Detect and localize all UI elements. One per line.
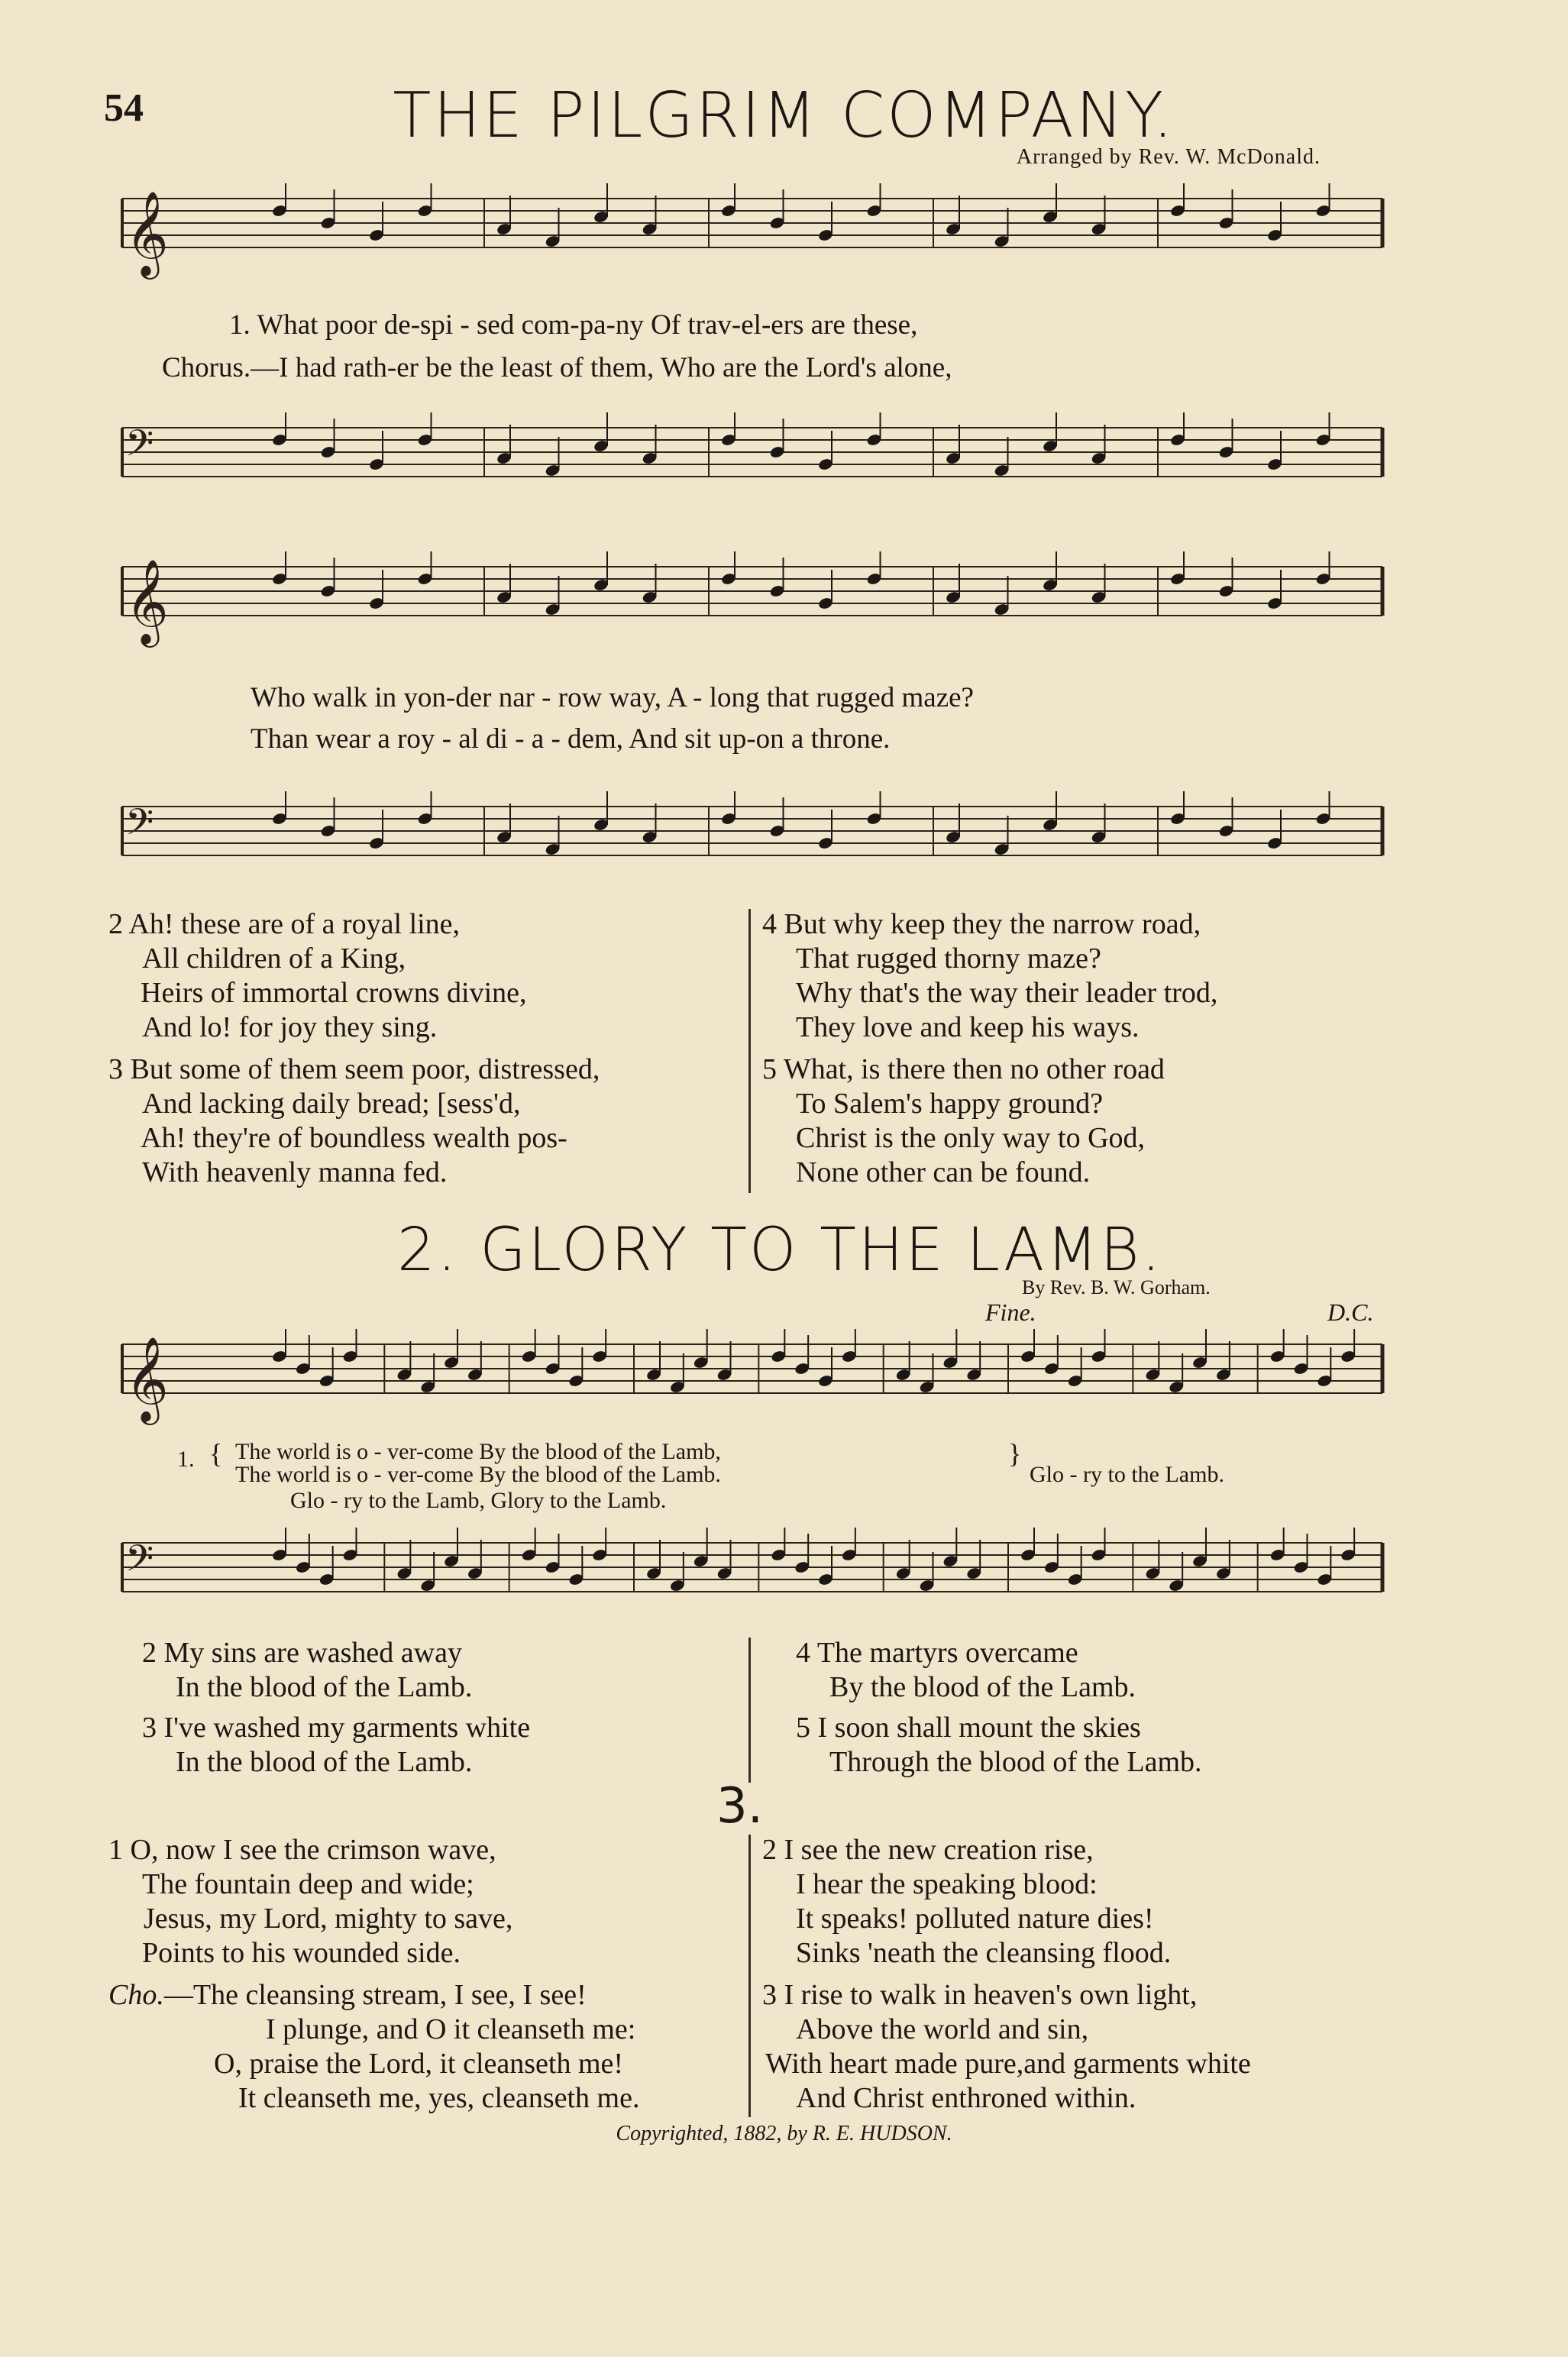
stanza-3: 3 But some of them seem poor, distressed, And lacking daily bread; [sess'd, Ah! they're of boundless wealth pos- With heavenly manna fed. (108, 1053, 600, 1188)
hymn3-right: 2 I see the new creation rise, I hear the speaking blood: It speaks! polluted nature dies! Sinks 'neath the cleansing flood. 3 I rise to walk in heaven's own light, Above the world and sin, With heart made pure,and garments white And Christ enthroned within. (762, 1834, 1251, 2114)
hymn1-stanzas-left (108, 907, 742, 1190)
column-divider (748, 909, 751, 1193)
bass-staff (107, 791, 1390, 898)
dc-mark: D.C. (1327, 1298, 1374, 1326)
hymn1-stanzas-right (762, 907, 1396, 1190)
lyric-a: The world is o - ver-come By the blood of the Lamb, (235, 1439, 721, 1464)
copyright: Copyrighted, 1882, by R. E. HUDSON. (616, 2122, 952, 2145)
hymn1-arranger: Arranged by Rev. W. McDonald. (1016, 145, 1321, 169)
brace-close: } (1008, 1438, 1022, 1469)
lyric-c: Glo - ry to the Lamb, Glory to the Lamb. (290, 1488, 667, 1513)
treble-staff (107, 183, 1390, 290)
stanza-4: 4 But why keep they the narrow road, That rugged thorny maze? Why that's the way their leader trod, They love and keep his ways. (762, 908, 1218, 1043)
fine-mark: Fine. (985, 1298, 1036, 1326)
bass-clef-icon: 𝄢 (125, 1537, 154, 1589)
hymn3-number: 3. (716, 1778, 764, 1835)
treble-staff (107, 1329, 1390, 1428)
treble-clef-icon: 𝄞 (125, 558, 169, 644)
hymn3-left: 1 O, now I see the crimson wave, The fountain deep and wide; Jesus, my Lord, mighty to save, Points to his wounded side. Cho.—The cleansing stream, I see, I see! I plunge, and O it cleanseth me: O, praise the Lord, it cleanseth me! It cleanseth me, yes, cleanseth me. (108, 1833, 742, 2116)
stanza-2: 2 Ah! these are of a royal line, All children of a King, Heirs of immortal crowns divine, And lo! for joy they sing. (108, 908, 527, 1043)
hymn2-credit: By Rev. B. W. Gorham. (1022, 1276, 1211, 1298)
hymn2-stanzas-right: 4 The martyrs overcame By the blood of the Lamb. 5 I soon shall mount the skies Through the blood of the Lamb. (796, 1637, 1202, 1778)
bass-staff (107, 1528, 1390, 1627)
verse-number: 1. (177, 1447, 195, 1472)
treble-clef-icon: 𝄞 (125, 1336, 169, 1421)
music-system-1b (107, 412, 1390, 519)
music-system-1a (107, 183, 1390, 290)
bass-clef-icon: 𝄢 (125, 800, 154, 852)
hymn1-title: THE PILGRIM COMPANY. (393, 79, 1175, 152)
bass-staff (107, 412, 1390, 519)
column-divider-2 (748, 1638, 751, 1783)
page-number: 54 (104, 86, 144, 130)
lyric-tail: Glo - ry to the Lamb. (1030, 1462, 1224, 1487)
lyric-b: The world is o - ver-come By the blood of the Lamb. (235, 1462, 721, 1487)
treble-clef-icon: 𝄞 (125, 190, 169, 276)
stanza-5: 5 What, is there then no other road To Salem's happy ground? Christ is the only way to God, None other can be found. (762, 1053, 1165, 1188)
chorus: Cho.—The cleansing stream, I see, I see! (108, 1979, 587, 2011)
hymn2-stanzas-left: 2 My sins are washed away In the blood of the Lamb. 3 I've washed my garments white In the blood of the Lamb. (142, 1637, 531, 1778)
lyric-line-chorus-1: Chorus.—I had rath-er be the least of them, Who are the Lord's alone, (162, 352, 952, 383)
column-divider-3 (748, 1835, 751, 2117)
brace: { (209, 1438, 223, 1469)
lyric-line-verse-1: 1. What poor de-spi - sed com-pa-ny Of trav-el-ers are these, (229, 309, 918, 341)
music-system-2a (107, 551, 1390, 658)
lyric-line-verse-2: Who walk in yon-der nar - row way, A - long that rugged maze? (251, 682, 974, 713)
music-system-3b (107, 1528, 1390, 1627)
bass-clef-icon: 𝄢 (125, 422, 154, 474)
lyric-line-chorus-2: Than wear a roy - al di - a - dem, And sit up-on a throne. (251, 723, 891, 755)
treble-staff (107, 551, 1390, 658)
music-system-3a (107, 1329, 1390, 1428)
music-system-2b (107, 791, 1390, 898)
hymn2-title: 2. GLORY TO THE LAMB. (397, 1216, 1163, 1285)
